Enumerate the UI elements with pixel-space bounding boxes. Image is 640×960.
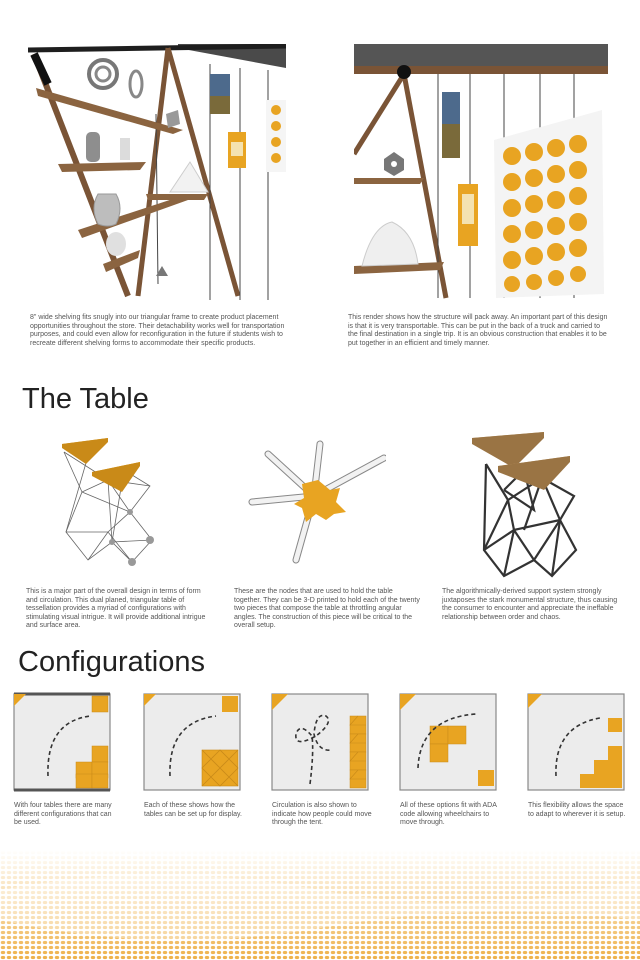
support-structure-render bbox=[464, 430, 584, 580]
configuration-caption-3: Circulation is also shown to indicate how people could move through the tent. bbox=[272, 802, 372, 827]
shelving-render bbox=[28, 44, 286, 300]
configuration-plan-5 bbox=[526, 692, 626, 792]
table-caption-form: This is a major part of the overall design in terms of form and circulation. This dual planed, triangular table of tessellation provides a myriad of configurations with stimulating visual intrigue. It will provide additional intrigue and surface area. bbox=[26, 588, 206, 630]
table-caption-support: The algorithmically-derived support system strongly juxtaposes the stark monumental structure, thus causing the consumer to encounter and appreciate the ineffable relationship between order and chaos. bbox=[442, 588, 618, 621]
configuration-plan-2 bbox=[142, 692, 242, 792]
pack-away-caption: This render shows how the structure will pack away. An important part of this design is that it is very transportable. This can be put in the back of a truck and carried to the final destination in a single trip. It is an obvious construction that enables it to be put together in an efficient and timely manner. bbox=[348, 314, 608, 347]
configuration-plan-3 bbox=[270, 692, 370, 792]
decorative-pattern-footer bbox=[0, 850, 640, 960]
table-section-title: The Table bbox=[22, 383, 149, 415]
configuration-caption-5: This flexibility allows the space to adapt to wherever it is setup. bbox=[528, 802, 626, 818]
configuration-plan-4 bbox=[398, 692, 498, 792]
shelving-caption: 8" wide shelving fits snugly into our triangular frame to create product placement opportunities throughout the store. Their detachability works well for transportation purposes, and could even allow for reconfiguration in the future if students wish to recreate different shelving forms to accommodate their specific products. bbox=[30, 314, 285, 347]
configuration-caption-4: All of these options fit with ADA code allowing wheelchairs to move through. bbox=[400, 802, 497, 827]
pack-away-render bbox=[354, 44, 608, 300]
configuration-plan-1 bbox=[12, 692, 112, 792]
configuration-caption-2: Each of these shows how the tables can be set up for display. bbox=[144, 802, 242, 818]
configuration-caption-1: With four tables there are many different configurations that can be used. bbox=[14, 802, 112, 827]
configurations-section-title: Configurations bbox=[18, 646, 205, 678]
table-wireframe-diagram bbox=[52, 432, 172, 572]
table-caption-nodes: These are the nodes that are used to hold the table together. They can be 3-D printed to hold each of the twenty two pieces that compose the table at throttling angular angles. The construction of this piece will be critical to the overall setup. bbox=[234, 588, 420, 630]
node-connector-diagram bbox=[246, 440, 386, 570]
